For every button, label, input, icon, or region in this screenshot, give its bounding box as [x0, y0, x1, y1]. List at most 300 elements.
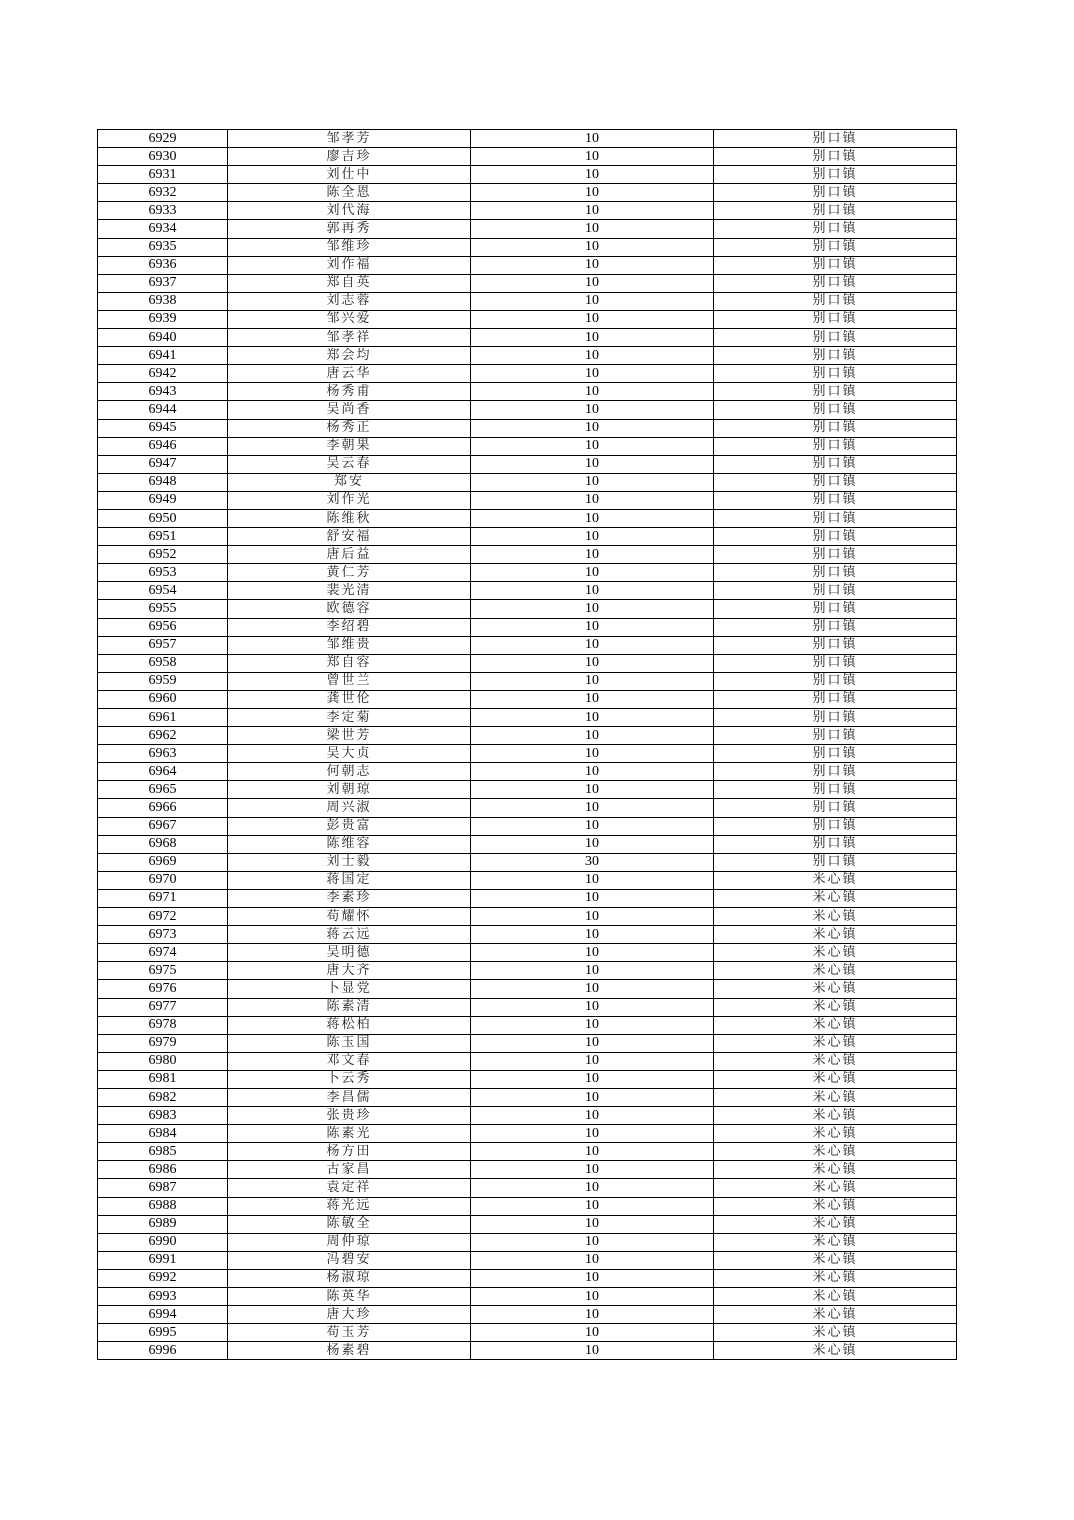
name-cell: 龚世伦 [228, 690, 471, 708]
amount-cell: 10 [471, 871, 714, 889]
name-cell: 苟玉芳 [228, 1324, 471, 1342]
name-cell: 刘仕中 [228, 166, 471, 184]
row-number-cell: 6944 [98, 401, 228, 419]
town-cell: 别口镇 [714, 166, 957, 184]
table-row [98, 166, 957, 184]
amount-cell: 10 [471, 1251, 714, 1269]
name-cell: 陈全恩 [228, 184, 471, 202]
town-cell: 米心镇 [714, 871, 957, 889]
row-number-cell: 6994 [98, 1306, 228, 1324]
name-cell: 刘作福 [228, 256, 471, 274]
amount-cell: 10 [471, 437, 714, 455]
table-row [98, 383, 957, 401]
town-cell: 米心镇 [714, 1016, 957, 1034]
name-cell: 周兴淑 [228, 799, 471, 817]
row-number-cell: 6967 [98, 817, 228, 835]
row-number-cell: 6941 [98, 347, 228, 365]
amount-cell: 10 [471, 745, 714, 763]
amount-cell: 10 [471, 329, 714, 347]
amount-cell: 10 [471, 799, 714, 817]
town-cell: 米心镇 [714, 1179, 957, 1197]
table-row [98, 1288, 957, 1306]
town-cell: 米心镇 [714, 1324, 957, 1342]
town-cell: 别口镇 [714, 745, 957, 763]
town-cell: 米心镇 [714, 1215, 957, 1233]
row-number-cell: 6952 [98, 546, 228, 564]
row-number-cell: 6979 [98, 1034, 228, 1052]
row-number-cell: 6991 [98, 1251, 228, 1269]
row-number-cell: 6943 [98, 383, 228, 401]
amount-cell: 10 [471, 1306, 714, 1324]
row-number-cell: 6992 [98, 1269, 228, 1287]
amount-cell: 10 [471, 238, 714, 256]
town-cell: 别口镇 [714, 383, 957, 401]
row-number-cell: 6956 [98, 618, 228, 636]
table-row [98, 509, 957, 527]
name-cell: 陈玉国 [228, 1034, 471, 1052]
table-row [98, 672, 957, 690]
row-number-cell: 6978 [98, 1016, 228, 1034]
amount-cell: 10 [471, 582, 714, 600]
amount-cell: 10 [471, 1143, 714, 1161]
town-cell: 别口镇 [714, 130, 957, 148]
table-row [98, 455, 957, 473]
name-cell: 杨方田 [228, 1143, 471, 1161]
name-cell: 卜云秀 [228, 1070, 471, 1088]
name-cell: 刘代海 [228, 202, 471, 220]
table-row [98, 256, 957, 274]
table-body [98, 130, 957, 1360]
row-number-cell: 6989 [98, 1215, 228, 1233]
amount-cell: 10 [471, 781, 714, 799]
row-number-cell: 6953 [98, 564, 228, 582]
row-number-cell: 6954 [98, 582, 228, 600]
name-cell: 李绍碧 [228, 618, 471, 636]
amount-cell: 10 [471, 347, 714, 365]
table-row [98, 636, 957, 654]
table-row [98, 220, 957, 238]
amount-cell: 10 [471, 202, 714, 220]
town-cell: 别口镇 [714, 564, 957, 582]
table-row [98, 564, 957, 582]
row-number-cell: 6963 [98, 745, 228, 763]
name-cell: 张贵珍 [228, 1107, 471, 1125]
amount-cell: 10 [471, 600, 714, 618]
town-cell: 米心镇 [714, 926, 957, 944]
row-number-cell: 6955 [98, 600, 228, 618]
table-row [98, 528, 957, 546]
town-cell: 米心镇 [714, 944, 957, 962]
table-row [98, 437, 957, 455]
town-cell: 别口镇 [714, 781, 957, 799]
amount-cell: 10 [471, 1161, 714, 1179]
name-cell: 蒋国定 [228, 871, 471, 889]
town-cell: 别口镇 [714, 148, 957, 166]
amount-cell: 10 [471, 962, 714, 980]
name-cell: 李素珍 [228, 889, 471, 907]
name-cell: 周仲琼 [228, 1233, 471, 1251]
town-cell: 米心镇 [714, 980, 957, 998]
name-cell: 欧德容 [228, 600, 471, 618]
amount-cell: 10 [471, 763, 714, 781]
name-cell: 杨淑琼 [228, 1269, 471, 1287]
table-row [98, 1143, 957, 1161]
row-number-cell: 6973 [98, 926, 228, 944]
town-cell: 别口镇 [714, 654, 957, 672]
row-number-cell: 6983 [98, 1107, 228, 1125]
town-cell: 别口镇 [714, 329, 957, 347]
row-number-cell: 6974 [98, 944, 228, 962]
row-number-cell: 6975 [98, 962, 228, 980]
row-number-cell: 6981 [98, 1070, 228, 1088]
row-number-cell: 6934 [98, 220, 228, 238]
table-row [98, 1306, 957, 1324]
table-row [98, 709, 957, 727]
name-cell: 陈维秋 [228, 509, 471, 527]
table-row [98, 727, 957, 745]
amount-cell: 10 [471, 274, 714, 292]
row-number-cell: 6932 [98, 184, 228, 202]
amount-cell: 10 [471, 980, 714, 998]
amount-cell: 10 [471, 1125, 714, 1143]
name-cell: 古家昌 [228, 1161, 471, 1179]
name-cell: 陈英华 [228, 1288, 471, 1306]
name-cell: 唐后益 [228, 546, 471, 564]
amount-cell: 10 [471, 292, 714, 310]
table-row [98, 817, 957, 835]
table-row [98, 745, 957, 763]
amount-cell: 10 [471, 1324, 714, 1342]
name-cell: 裴光清 [228, 582, 471, 600]
name-cell: 陈敏全 [228, 1215, 471, 1233]
amount-cell: 10 [471, 256, 714, 274]
row-number-cell: 6988 [98, 1197, 228, 1215]
amount-cell: 10 [471, 419, 714, 437]
town-cell: 别口镇 [714, 491, 957, 509]
table-row [98, 546, 957, 564]
name-cell: 梁世芳 [228, 727, 471, 745]
table-row [98, 419, 957, 437]
table-row [98, 690, 957, 708]
amount-cell: 10 [471, 491, 714, 509]
row-number-cell: 6995 [98, 1324, 228, 1342]
table-row [98, 781, 957, 799]
town-cell: 米心镇 [714, 1034, 957, 1052]
table-row [98, 347, 957, 365]
name-cell: 唐大珍 [228, 1306, 471, 1324]
town-cell: 别口镇 [714, 437, 957, 455]
row-number-cell: 6985 [98, 1143, 228, 1161]
name-cell: 唐大齐 [228, 962, 471, 980]
town-cell: 米心镇 [714, 1125, 957, 1143]
town-cell: 米心镇 [714, 1107, 957, 1125]
table-row [98, 998, 957, 1016]
amount-cell: 10 [471, 365, 714, 383]
table-row [98, 799, 957, 817]
table-row [98, 1016, 957, 1034]
name-cell: 蒋松柏 [228, 1016, 471, 1034]
table-row [98, 1342, 957, 1360]
name-cell: 刘作光 [228, 491, 471, 509]
amount-cell: 10 [471, 166, 714, 184]
name-cell: 邓文春 [228, 1052, 471, 1070]
table-row [98, 1088, 957, 1106]
amount-cell: 10 [471, 1342, 714, 1360]
name-cell: 何朝志 [228, 763, 471, 781]
amount-cell: 10 [471, 1016, 714, 1034]
amount-cell: 10 [471, 528, 714, 546]
table-row [98, 835, 957, 853]
name-cell: 杨素碧 [228, 1342, 471, 1360]
table-row [98, 1215, 957, 1233]
row-number-cell: 6984 [98, 1125, 228, 1143]
table-row [98, 310, 957, 328]
amount-cell: 10 [471, 130, 714, 148]
table-row [98, 1161, 957, 1179]
amount-cell: 10 [471, 817, 714, 835]
table-row [98, 274, 957, 292]
row-number-cell: 6959 [98, 672, 228, 690]
name-cell: 卜显党 [228, 980, 471, 998]
table-row [98, 582, 957, 600]
row-number-cell: 6949 [98, 491, 228, 509]
row-number-cell: 6958 [98, 654, 228, 672]
row-number-cell: 6982 [98, 1088, 228, 1106]
amount-cell: 10 [471, 401, 714, 419]
amount-cell: 10 [471, 618, 714, 636]
row-number-cell: 6936 [98, 256, 228, 274]
name-cell: 刘朝琼 [228, 781, 471, 799]
row-number-cell: 6987 [98, 1179, 228, 1197]
town-cell: 米心镇 [714, 1342, 957, 1360]
town-cell: 别口镇 [714, 256, 957, 274]
town-cell: 米心镇 [714, 1251, 957, 1269]
name-cell: 李朝果 [228, 437, 471, 455]
amount-cell: 10 [471, 564, 714, 582]
table-row [98, 1179, 957, 1197]
amount-cell: 10 [471, 1070, 714, 1088]
town-cell: 别口镇 [714, 582, 957, 600]
town-cell: 米心镇 [714, 998, 957, 1016]
name-cell: 陈维容 [228, 835, 471, 853]
row-number-cell: 6945 [98, 419, 228, 437]
town-cell: 别口镇 [714, 799, 957, 817]
name-cell: 陈素清 [228, 998, 471, 1016]
town-cell: 别口镇 [714, 202, 957, 220]
amount-cell: 10 [471, 654, 714, 672]
table-row [98, 980, 957, 998]
amount-cell: 10 [471, 926, 714, 944]
table-row [98, 1197, 957, 1215]
town-cell: 别口镇 [714, 292, 957, 310]
table-row [98, 1107, 957, 1125]
amount-cell: 10 [471, 1197, 714, 1215]
amount-cell: 10 [471, 1179, 714, 1197]
name-cell: 苟耀怀 [228, 908, 471, 926]
town-cell: 别口镇 [714, 835, 957, 853]
amount-cell: 10 [471, 709, 714, 727]
row-number-cell: 6990 [98, 1233, 228, 1251]
name-cell: 郑安 [228, 473, 471, 491]
row-number-cell: 6996 [98, 1342, 228, 1360]
row-number-cell: 6935 [98, 238, 228, 256]
row-number-cell: 6968 [98, 835, 228, 853]
table-row [98, 148, 957, 166]
row-number-cell: 6960 [98, 690, 228, 708]
amount-cell: 10 [471, 220, 714, 238]
table-row [98, 871, 957, 889]
name-cell: 郑自容 [228, 654, 471, 672]
name-cell: 郑会均 [228, 347, 471, 365]
table-row [98, 600, 957, 618]
town-cell: 别口镇 [714, 310, 957, 328]
table-row [98, 1233, 957, 1251]
amount-cell: 10 [471, 727, 714, 745]
table-row [98, 365, 957, 383]
data-table [97, 129, 957, 1360]
table-row [98, 292, 957, 310]
amount-cell: 10 [471, 1269, 714, 1287]
row-number-cell: 6965 [98, 781, 228, 799]
town-cell: 别口镇 [714, 817, 957, 835]
table-row [98, 763, 957, 781]
table-row [98, 473, 957, 491]
town-cell: 别口镇 [714, 528, 957, 546]
town-cell: 别口镇 [714, 473, 957, 491]
row-number-cell: 6929 [98, 130, 228, 148]
town-cell: 别口镇 [714, 727, 957, 745]
name-cell: 蒋云远 [228, 926, 471, 944]
amount-cell: 10 [471, 184, 714, 202]
town-cell: 米心镇 [714, 1197, 957, 1215]
town-cell: 米心镇 [714, 1070, 957, 1088]
town-cell: 别口镇 [714, 709, 957, 727]
town-cell: 别口镇 [714, 636, 957, 654]
name-cell: 吴明德 [228, 944, 471, 962]
name-cell: 吴尚香 [228, 401, 471, 419]
town-cell: 米心镇 [714, 1288, 957, 1306]
table-row [98, 1034, 957, 1052]
amount-cell: 10 [471, 509, 714, 527]
name-cell: 刘志蓉 [228, 292, 471, 310]
table-row [98, 401, 957, 419]
town-cell: 别口镇 [714, 347, 957, 365]
table-row [98, 1251, 957, 1269]
name-cell: 黄仁芳 [228, 564, 471, 582]
table-row [98, 889, 957, 907]
row-number-cell: 6972 [98, 908, 228, 926]
amount-cell: 10 [471, 944, 714, 962]
amount-cell: 10 [471, 473, 714, 491]
name-cell: 舒安福 [228, 528, 471, 546]
name-cell: 廖吉珍 [228, 148, 471, 166]
row-number-cell: 6947 [98, 455, 228, 473]
row-number-cell: 6942 [98, 365, 228, 383]
town-cell: 米心镇 [714, 1088, 957, 1106]
table-row [98, 130, 957, 148]
table-row [98, 618, 957, 636]
town-cell: 别口镇 [714, 274, 957, 292]
row-number-cell: 6977 [98, 998, 228, 1016]
amount-cell: 10 [471, 1288, 714, 1306]
name-cell: 李昌儒 [228, 1088, 471, 1106]
town-cell: 别口镇 [714, 419, 957, 437]
table-row [98, 962, 957, 980]
table-row [98, 329, 957, 347]
amount-cell: 10 [471, 1107, 714, 1125]
town-cell: 别口镇 [714, 763, 957, 781]
row-number-cell: 6980 [98, 1052, 228, 1070]
name-cell: 杨秀正 [228, 419, 471, 437]
amount-cell: 10 [471, 636, 714, 654]
amount-cell: 10 [471, 546, 714, 564]
name-cell: 郑自英 [228, 274, 471, 292]
town-cell: 米心镇 [714, 1233, 957, 1251]
row-number-cell: 6976 [98, 980, 228, 998]
name-cell: 刘士毅 [228, 853, 471, 871]
name-cell: 吴大贞 [228, 745, 471, 763]
town-cell: 米心镇 [714, 1161, 957, 1179]
name-cell: 唐云华 [228, 365, 471, 383]
table-row [98, 944, 957, 962]
amount-cell: 10 [471, 908, 714, 926]
table-row [98, 202, 957, 220]
town-cell: 米心镇 [714, 1052, 957, 1070]
amount-cell: 10 [471, 310, 714, 328]
town-cell: 米心镇 [714, 908, 957, 926]
name-cell: 袁定祥 [228, 1179, 471, 1197]
table-row [98, 1070, 957, 1088]
town-cell: 米心镇 [714, 1269, 957, 1287]
row-number-cell: 6931 [98, 166, 228, 184]
row-number-cell: 6986 [98, 1161, 228, 1179]
row-number-cell: 6950 [98, 509, 228, 527]
row-number-cell: 6939 [98, 310, 228, 328]
row-number-cell: 6933 [98, 202, 228, 220]
row-number-cell: 6946 [98, 437, 228, 455]
town-cell: 别口镇 [714, 618, 957, 636]
town-cell: 别口镇 [714, 365, 957, 383]
amount-cell: 10 [471, 1088, 714, 1106]
name-cell: 郭再秀 [228, 220, 471, 238]
amount-cell: 10 [471, 1034, 714, 1052]
amount-cell: 10 [471, 1215, 714, 1233]
town-cell: 别口镇 [714, 509, 957, 527]
row-number-cell: 6966 [98, 799, 228, 817]
row-number-cell: 6964 [98, 763, 228, 781]
name-cell: 冯碧安 [228, 1251, 471, 1269]
town-cell: 别口镇 [714, 455, 957, 473]
row-number-cell: 6930 [98, 148, 228, 166]
name-cell: 曾世兰 [228, 672, 471, 690]
name-cell: 彭贵富 [228, 817, 471, 835]
town-cell: 米心镇 [714, 1143, 957, 1161]
table-row [98, 654, 957, 672]
row-number-cell: 6938 [98, 292, 228, 310]
town-cell: 别口镇 [714, 600, 957, 618]
row-number-cell: 6951 [98, 528, 228, 546]
town-cell: 别口镇 [714, 853, 957, 871]
name-cell: 杨秀甫 [228, 383, 471, 401]
name-cell: 李定菊 [228, 709, 471, 727]
town-cell: 别口镇 [714, 238, 957, 256]
table-row [98, 1324, 957, 1342]
row-number-cell: 6962 [98, 727, 228, 745]
amount-cell: 10 [471, 383, 714, 401]
amount-cell: 10 [471, 455, 714, 473]
name-cell: 吴云春 [228, 455, 471, 473]
town-cell: 米心镇 [714, 1306, 957, 1324]
